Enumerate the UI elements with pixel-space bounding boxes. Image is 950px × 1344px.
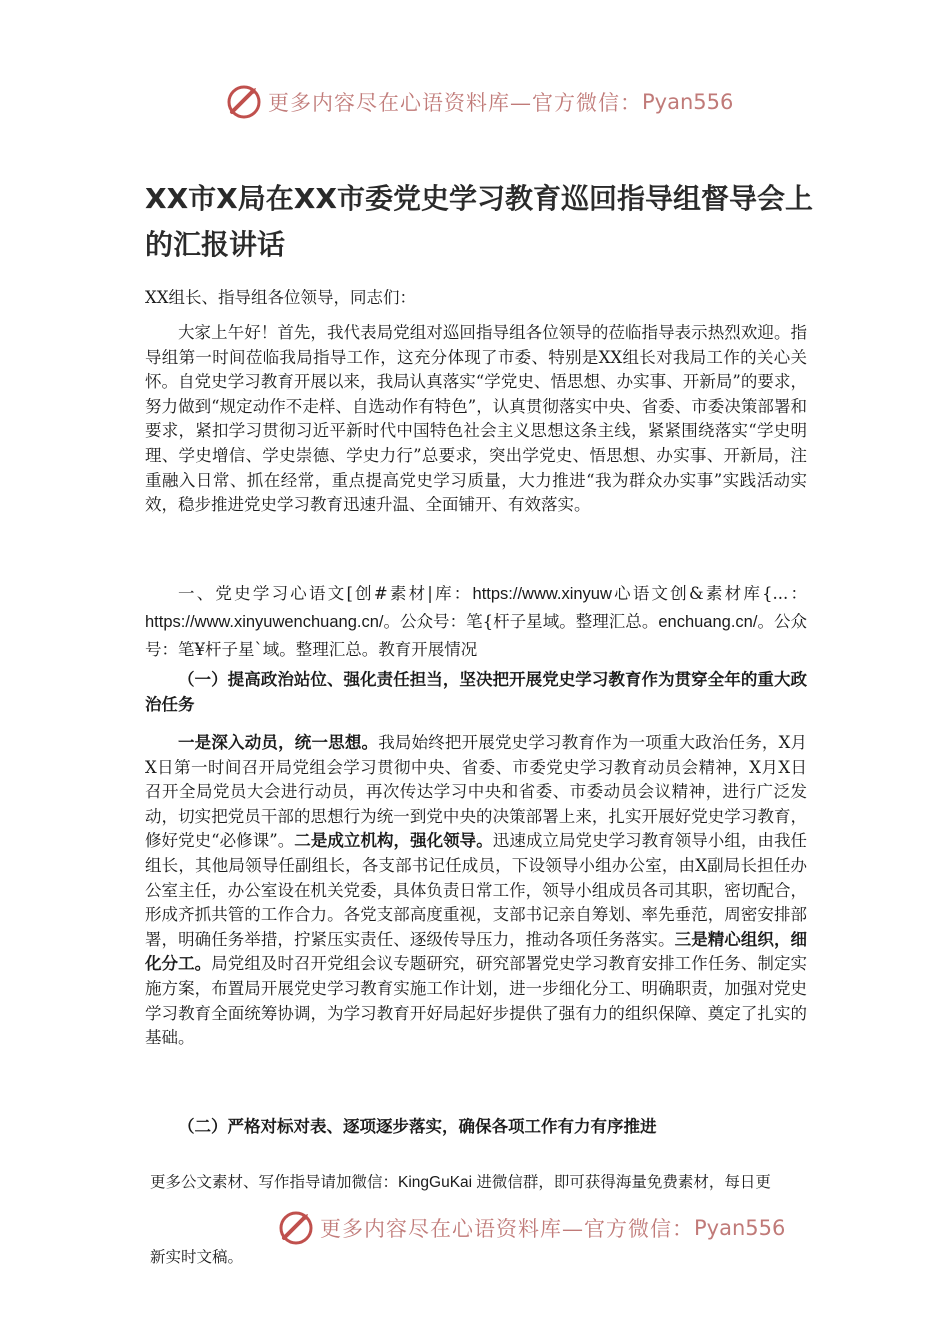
- body-text-2: 迅速成立局党史学习教育领导小组，由我任组长，其他局领导任副组长，各支部书记任成员，下设领导小组办公室，由X副局长担任办公室主任，办公室设在机关党委，具体负责日常工作，领导小组成员各司其职，密切配合，形成齐抓共管的工作合力。各党支部高度重视，支部书记亲自筹划、率先垂范，周密安排部署，明确任务举措，拧紧压实责任、逐级传导压力，推动各项任务落实。: [145, 831, 808, 949]
- lead-3: 三是精心组织，细化分工。: [145, 929, 807, 974]
- section1-mid-2: 。公众号：笔{杆子星域。整理汇总。: [383, 612, 659, 631]
- subheading-1: （一）提高政治站位、强化责任担当，坚决把开展党史学习教育作为贯穿全年的重大政治任务: [145, 670, 807, 714]
- body-text-3: 局党组及时召开党组会议专题研究，研究部署党史学习教育安排工作任务、制定实施方案，布置局开展党史学习教育实施工作计划，进一步细化分工、明确职责，加强对党史学习教育全面统筹协调，为学习教育开好局起好步提供了强有力的组织保障、奠定了扎实的基础。: [145, 954, 808, 1048]
- salutation: XX组长、指导组各位领导，同志们：: [145, 288, 416, 307]
- lead-2: 二是成立机构，强化领导。: [294, 831, 493, 851]
- section1-prefix: 一、党史学习心语文[创#素材|库：: [178, 584, 473, 603]
- body-text-1: 我局始终把开展党史学习教育作为一项重大政治任务，X月X日第一时间召开局党组会学习贯彻中央、省委、市委党史学习教育动员会精神，X月X日召开全局党员大会进行动员，再次传达学习中央和省委、市委动员会议精神，进行广泛发动，切实把党员干部的思想行为统一到党中央的决策部署上来，扎实开展好党史学习教育，修好党史“必修课”。: [145, 733, 808, 851]
- section1-tail: 。公众号：笔¥杆子星`域。整理汇总。教育开展情况: [145, 612, 808, 659]
- section1-url-3: enchuang.cn/: [658, 613, 758, 631]
- banner-text: 更多内容尽在心语资料库—官方微信：: [268, 91, 642, 115]
- page-title: XX市X局在XX市委党史学习教育巡回指导组督导会上的汇报讲话: [145, 182, 813, 261]
- banner-wechat-id: Pyan556: [642, 90, 734, 114]
- section-heading-1: [145, 580, 807, 663]
- logo-icon: [276, 1208, 316, 1248]
- footer-banner: [276, 1208, 785, 1248]
- subheading-2: （二）严格对标对表、逐项逐步落实，确保各项工作有力有序推进: [178, 1117, 657, 1136]
- lead-1: 一是深入动员，统一思想。: [178, 733, 379, 752]
- body-paragraph: [145, 731, 807, 1051]
- logo-icon: [224, 82, 264, 122]
- section1-url-1: https://www.xinyuw: [472, 585, 612, 603]
- footer-note-line-1: 更多公文素材、写作指导请加微信：KingGuKai 进微信群，即可获得海量免费素材，每日更: [150, 1174, 771, 1191]
- intro-paragraph: 大家上午好！首先，我代表局党组对巡回指导组各位领导的莅临指导表示热烈欢迎。指导组第一时间莅临我局指导工作，这充分体现了市委、特别是XX组长对我局工作的关心关怀。自党史学习教育开展以来，我局认真落实“学党史、悟思想、办实事、开新局”的要求，努力做到“规定动作不走样、自选动作有特色”，认真贯彻落实中央、省委、市委决策部署和要求，紧扣学习贯彻习近平新时代中国特色社会主义思想这条主线，紧紧围绕落实“学史明理、学史增信、学史崇德、学史力行”总要求，突出学党史、悟思想、办实事、开新局，注重融入日常、抓在经常，重点提高党史学习质量，大力推进“我为群众办实事”实践活动实效，稳步推进党史学习教育迅速升温、全面铺开、有效落实。: [145, 323, 807, 515]
- banner-wechat-id: Pyan556: [694, 1216, 786, 1240]
- section1-url-2: https://www.xinyuwenchuang.cn/: [145, 613, 384, 631]
- header-banner: [224, 82, 733, 122]
- footer-note-line-2: 新实时文稿。: [150, 1249, 244, 1266]
- banner-text: 更多内容尽在心语资料库—官方微信：: [320, 1217, 694, 1241]
- section1-mid-1: 心语文创&素材库{...：: [611, 584, 807, 603]
